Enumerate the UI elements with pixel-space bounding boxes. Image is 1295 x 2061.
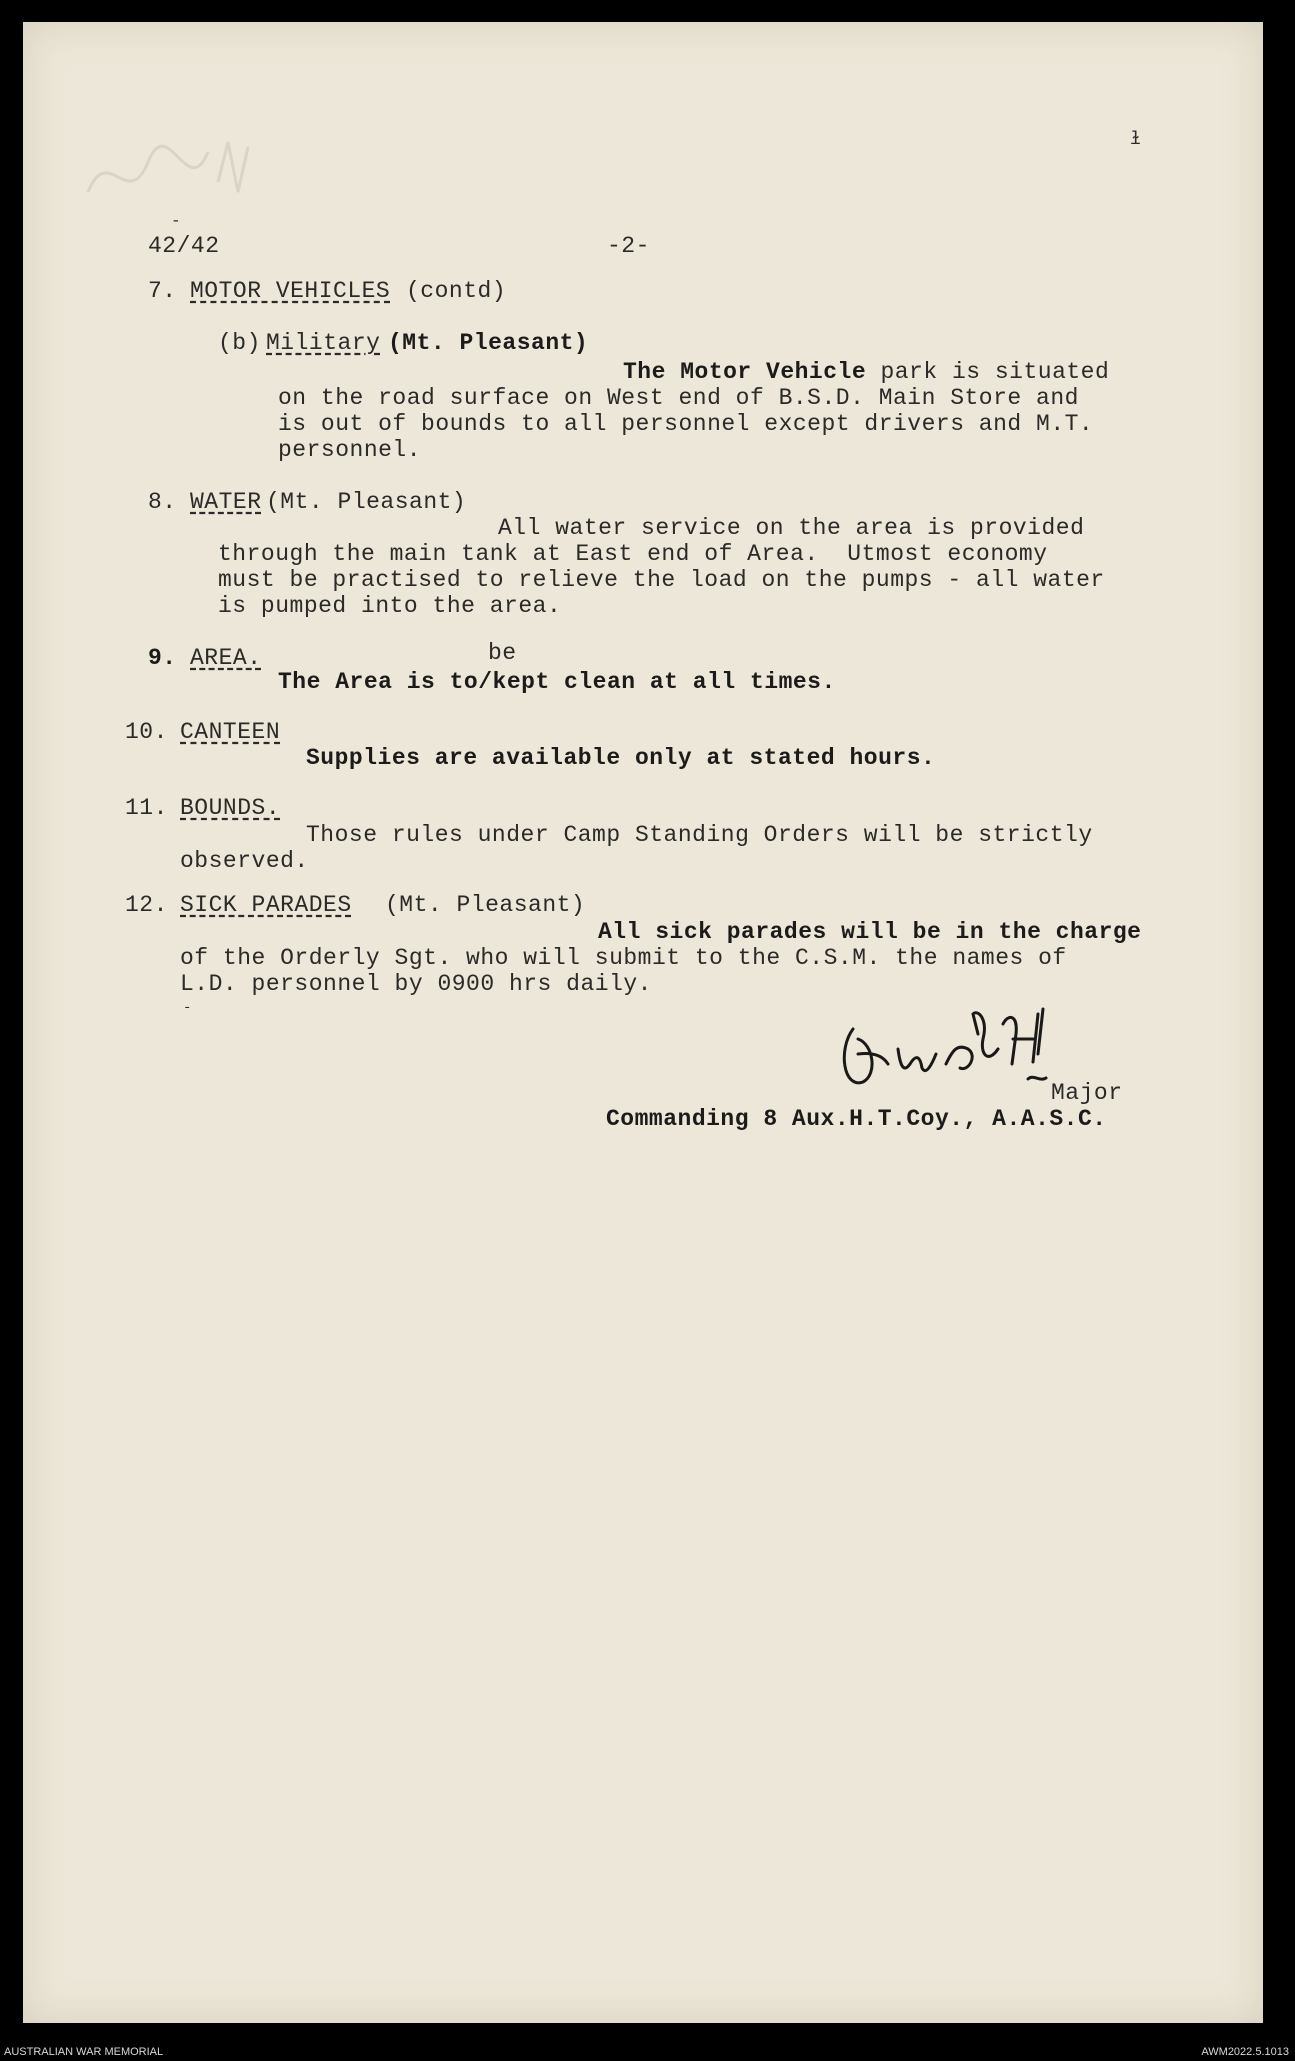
section-12-heading: SICK PARADES xyxy=(180,892,352,918)
page-number: -2- xyxy=(607,233,650,259)
section-8-suffix: (Mt. Pleasant) xyxy=(266,489,467,515)
section-7-line-4: personnel. xyxy=(278,437,422,463)
document-reference: 42/42 xyxy=(148,233,220,259)
section-7-line-1-bold: The Motor Vehicle xyxy=(623,359,867,385)
dash-mark: - xyxy=(171,212,181,230)
section-7-sub-suffix: (Mt. Pleasant) xyxy=(388,330,589,356)
section-8-line-3: must be practised to relieve the load on the pumps - all water xyxy=(218,567,1105,593)
section-11-line-2: observed. xyxy=(180,848,309,874)
section-7-heading: MOTOR VEHICLES xyxy=(190,278,391,304)
section-11-number: 11. xyxy=(125,795,168,821)
section-10-number: 10. xyxy=(125,719,168,745)
section-7-suffix: (contd) xyxy=(406,278,507,304)
section-12-line-1: All sick parades will be in the charge xyxy=(598,919,1142,945)
section-7-sub-heading: Military xyxy=(266,330,381,356)
section-9-line-1: The Area is to/kept clean at all times. xyxy=(278,669,836,695)
section-12-line-2: of the Orderly Sgt. who will submit to the C.S.M. the names of xyxy=(180,945,1067,971)
section-12-suffix: (Mt. Pleasant) xyxy=(385,892,586,918)
section-7-line-3: is out of bounds to all personnel except drivers and M.T. xyxy=(278,411,1094,437)
section-9-heading: AREA. xyxy=(190,645,262,671)
section-7-line-2: on the road surface on West end of B.S.D. Main Store and xyxy=(278,385,1079,411)
section-7-line-1 xyxy=(623,359,1109,385)
dash-mark-2: - xyxy=(183,1000,192,1016)
section-7-sub-label: (b) xyxy=(218,330,261,356)
section-11-line-1: Those rules under Camp Standing Orders will be strictly xyxy=(306,822,1093,848)
signature-rank: Major xyxy=(1051,1080,1123,1106)
section-7-line-1-rest: park is situated xyxy=(866,359,1110,385)
section-8-line-2: through the main tank at East end of Area. Utmost economy xyxy=(218,541,1048,567)
section-11-heading: BOUNDS. xyxy=(180,795,281,821)
section-8-line-4: is pumped into the area. xyxy=(218,593,562,619)
corner-mark: ɫ xyxy=(1130,130,1141,150)
section-9-insert: be xyxy=(488,640,517,666)
section-9-number: 9. xyxy=(148,645,177,671)
section-7-number: 7. xyxy=(148,278,177,304)
section-10-heading: CANTEEN xyxy=(180,719,281,745)
section-12-number: 12. xyxy=(125,892,168,918)
section-8-number: 8. xyxy=(148,489,177,515)
document-page xyxy=(23,22,1263,2023)
footer-accession-number: AWM2022.5.1013 xyxy=(1201,2046,1289,2058)
section-12-line-3: L.D. personnel by 0900 hrs daily. xyxy=(180,971,652,997)
signature-title: Commanding 8 Aux.H.T.Coy., A.A.S.C. xyxy=(606,1106,1107,1132)
section-8-line-1: All water service on the area is provided xyxy=(498,515,1085,541)
section-10-line-1: Supplies are available only at stated hours. xyxy=(306,745,936,771)
section-8-heading: WATER xyxy=(190,489,262,515)
footer-institution: AUSTRALIAN WAR MEMORIAL xyxy=(4,2046,164,2058)
